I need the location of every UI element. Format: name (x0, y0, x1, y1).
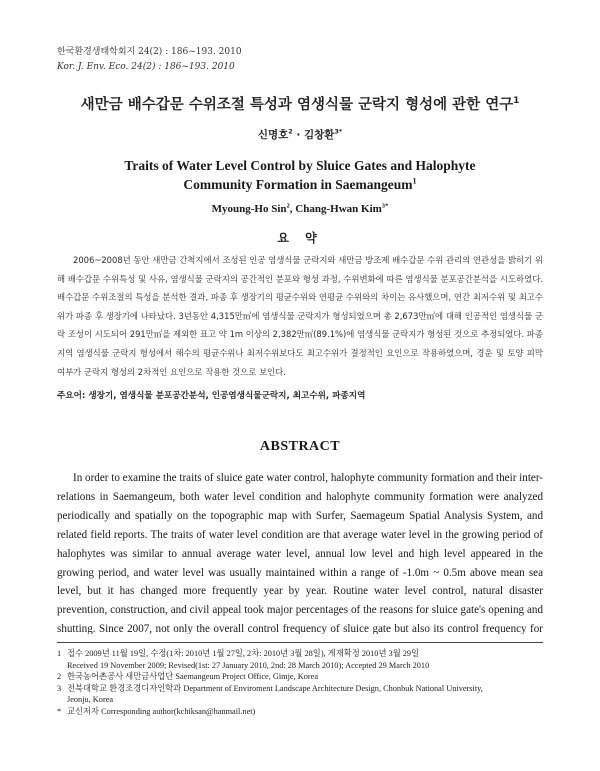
footnote-2-mark: 2 (57, 672, 62, 682)
summary-heading: 요 약 (277, 231, 323, 245)
paper-title-english (0, 156, 600, 194)
title-en-line-2: Community Formation in Saemangeum (183, 177, 413, 192)
author-1-ko: 신명호 (257, 129, 289, 141)
paper-title-korean (0, 93, 600, 114)
footnotes (57, 648, 547, 718)
title-ko-footnote-mark: 1 (513, 96, 520, 107)
author-separator-ko: · (292, 129, 304, 141)
author-1-en-mark: 2 (286, 202, 290, 210)
journal-citation-en: Kor. J. Env. Eco. 24(2) : 186~193. 2010 (57, 62, 235, 72)
author-2-en-mark: 3* (381, 202, 389, 210)
authors-english (0, 203, 600, 215)
footnote-3-text-cont: Jeonju, Korea (67, 695, 114, 705)
abstract-heading: ABSTRACT (259, 439, 341, 454)
footnote-3-mark: 3 (57, 683, 62, 693)
footnote-1 (57, 648, 547, 671)
title-en-line-1: Traits of Water Level Control by Sluice Gates and Halophyte (124, 158, 476, 173)
footnote-1-text-en: Received 19 November 2009; Revised(1st: 27 January 2010, 2nd: 28 March 2010); Accepted 29 March 2010 (67, 660, 430, 670)
footnote-1-mark: 1 (57, 649, 62, 658)
abstract-english-body: In order to examine the traits of sluice gate water control, halophyte community formation and their inter-relations in Saemangeum, both water level condition and halophyte community formation were analyzed periodically and spatially on the topographic map with Surfer, Saemageum Spatial Analysis System, and related field reports. The traits of water level condition are that average water level in the growing period of halophytes was similar to annual average water level, annual low level and high level appeared in the growing period, and water level was usually maintained within a range of -1.0m ~ 0.5m above mean sea level, but it has changed more frequently year by year. Routine water level control, natural disaster prevention, construction, and civil appeal took major percentages of the reasons for sluice gate's opening and shutting. Since 2007, not only the overall control frequency of sluice gate but also its control frequency for (57, 472, 543, 634)
footnote-4-text: 교신저자 Corresponding author(kchiksan@hanmail.net) (67, 706, 256, 716)
author-separator-en: , (289, 203, 296, 215)
author-2-ko-mark: 3* (334, 128, 343, 136)
footnote-4-mark: * (57, 706, 62, 716)
journal-citation-ko: 한국환경생태학회지 24(2) : 186~193. 2010 (57, 47, 242, 57)
footnote-3-text: 전북대학교 환경조경디자인학과 Department of Enviroment Landscape Architecture Design, Chonbuk National University, (67, 683, 483, 693)
author-2-ko: 김창환 (304, 129, 335, 141)
footnote-2 (57, 671, 547, 683)
author-1-ko-mark: 2 (288, 128, 293, 136)
title-en-footnote-mark: 1 (412, 176, 417, 186)
footnote-divider (57, 642, 543, 643)
title-en-line-2-wrap (0, 175, 600, 194)
keywords: 주요어: 생장기, 염생식물 분포공간분석, 인공염생식물군락지, 최고수위, 파종지역 (57, 391, 366, 401)
journal-citation (57, 45, 242, 75)
footnote-2-text: 한국농어촌공사 새만금사업단 Saemangeum Project Office, Gimje, Korea (67, 672, 319, 682)
paper-title-korean-text: 새만금 배수갑문 수위조절 특성과 염생식물 군락지 형성에 관한 연구 (80, 97, 514, 113)
footnote-3 (57, 683, 547, 706)
author-1-en: Myoung-Ho Sin (211, 203, 287, 215)
summary-korean-body: 2006~2008년 동안 새만금 간척지에서 조성된 인공 염생식물 군락지와 새만금 방조제 배수갑문 수위 관리의 연관성을 밝히기 위해 배수갑문 수위특성 및 사유, 염생식물 군락지의 공간적인 분포와 형성 과정, 수위변화에 따른 염생식물 분포공간분석을 시도하였다. 배수갑문 수위조절의 특성을 분석한 결과, 파종 후 생장기의 평균수위와 연평균 수위와의 차이는 유사했으며, 연간 최저수위 및 최고수위가 파종 후 생장기에 나타났다. 3년동안 4,315만㎡에 염생식물 군락지가 형성되었으며 총 2,673만㎡에 대해 인공적인 염생식물 군락 조성이 시도되어 291만㎡을 제외한 표고 약 1m 이상의 2,382만㎡(89.1%)에 염생식물 군락지가 형성된 것으로 추정되었다. 파종지역 염생식물 군락지 형성에서 해수의 평균수위나 최저수위보다도 최고수위가 결정적인 요인으로 작용하였으며, 경운 및 토양 피막 여부가 군락지 형성의 2차적인 요인으로 작용한 것으로 보인다. (57, 255, 543, 377)
footnote-4 (57, 706, 547, 718)
authors-korean (0, 127, 600, 142)
author-2-en: Chang-Hwan Kim (295, 203, 382, 215)
footnote-1-text: 접수 2009년 11월 19일, 수정(1차: 2010년 1월 27일, 2차: 2010년 3월 28일), 게재확정 2010년 3월 29일 (67, 649, 420, 658)
